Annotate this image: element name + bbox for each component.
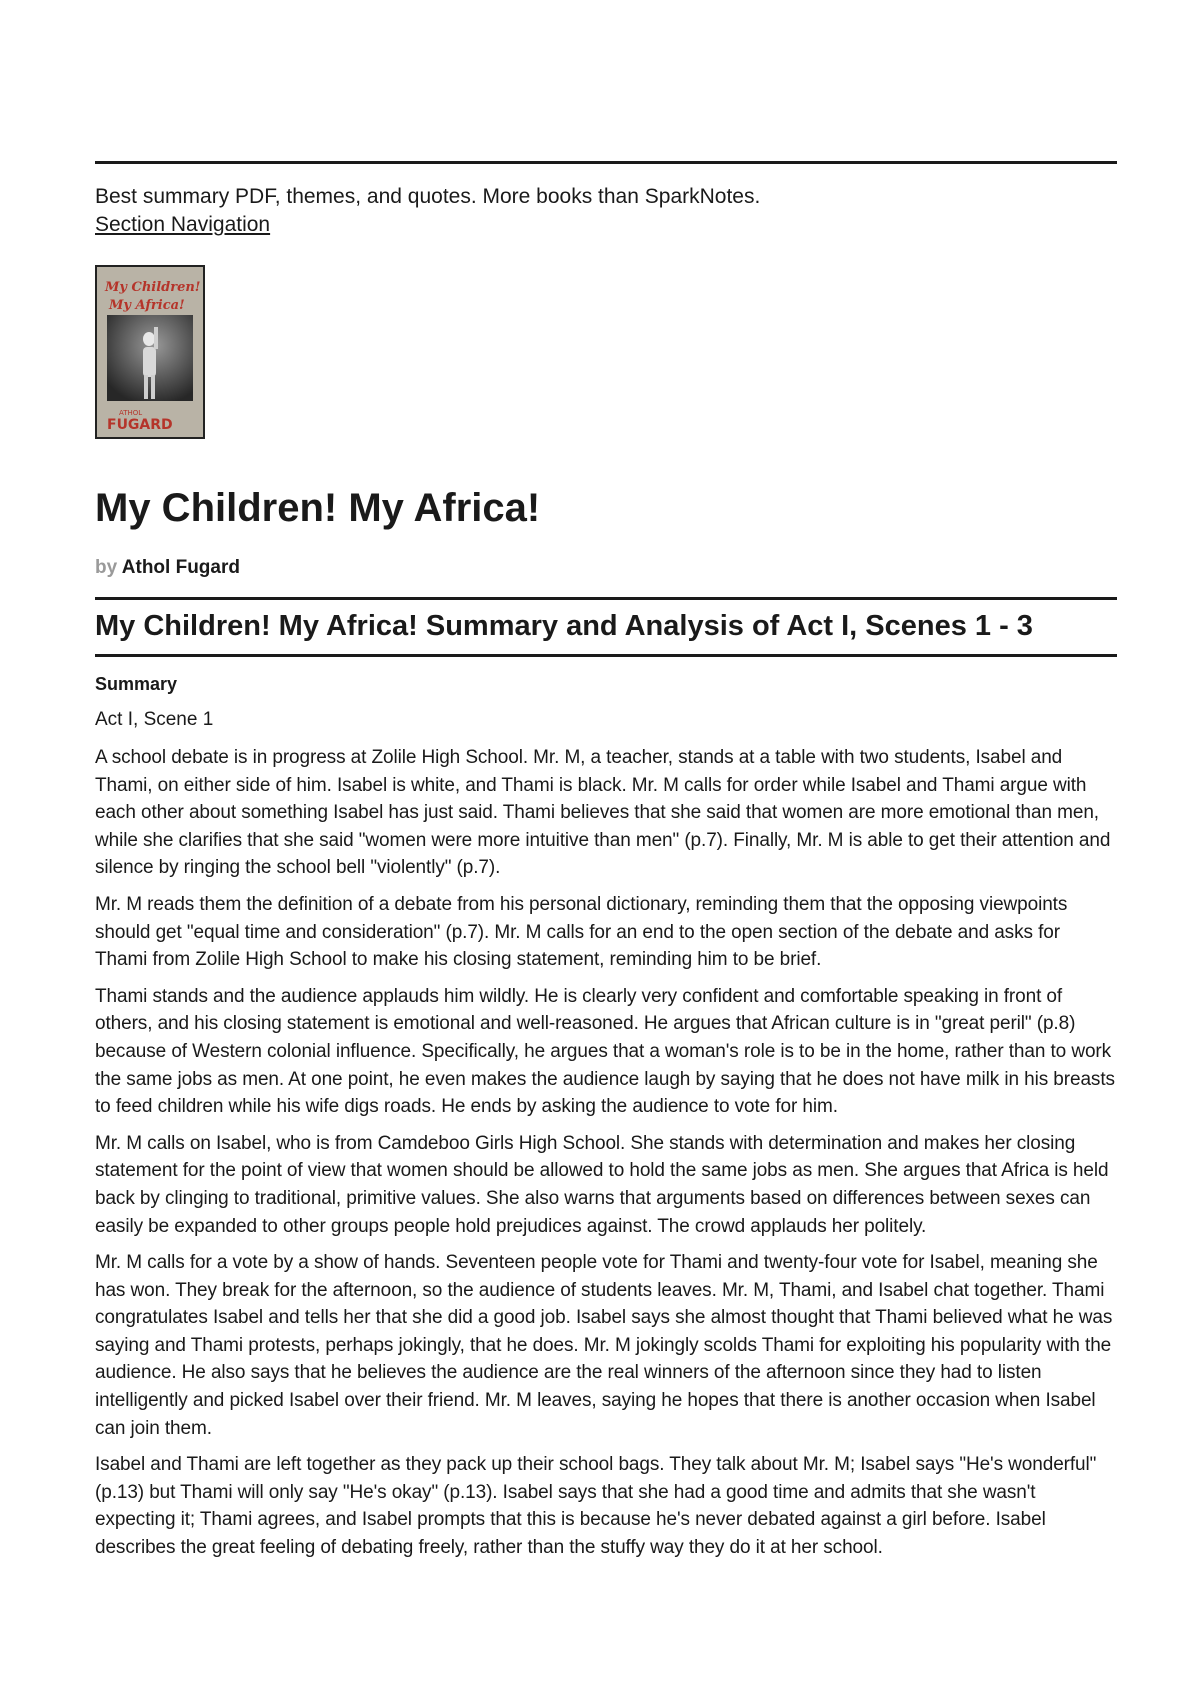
author-name: Athol Fugard <box>121 557 240 578</box>
book-title: My Children! My Africa! <box>95 486 541 530</box>
summary-heading: Summary <box>95 674 178 694</box>
section-title: My Children! My Africa! Summary and Analysis of Act I, Scenes 1 - 3 <box>95 610 1033 642</box>
cover-author-small: ATHOL <box>119 409 143 417</box>
byline <box>95 556 240 580</box>
paragraph: Isabel and Thami are left together as they pack up their school bags. They talk about Mr. M; Isabel says "He's wonderful" (p.13) but Thami will only say "He's okay" (p.13). Isabel says that she had a good time and admits that she wasn't expecting it; Thami agrees, and Isabel prompts that this is because he's never debated against a girl before. Isabel describes the great feeling of debating freely, rather than the stuffy way they do it at her school. <box>95 1454 1097 1559</box>
paragraph: Mr. M calls for a vote by a show of hands. Seventeen people vote for Thami and twenty-four vote for Isabel, meaning she has won. They break for the afternoon, so the audience of students leaves. Mr. M, Thami, and Isabel chat together. Thami congratulates Isabel and tells her that she did a good job. Isabel says she almost thought that Thami believed what he was saying and Thami protests, perhaps jokingly, that he does. Mr. M jokingly scolds Thami for exploiting his popularity with the audience. He also says that he believes the audience are the real winners of the afternoon since they had to listen intelligently and picked Isabel over their friend. Mr. M leaves, saying he hopes that there is another occasion when Isabel can join them. <box>95 1252 1113 1439</box>
paragraph: Mr. M calls on Isabel, who is from Camdeboo Girls High School. She stands with determination and makes her closing statement for the point of view that women should be allowed to hold the same jobs as men. She argues that Africa is held back by clinging to traditional, primitive values. She also warns that arguments based on differences between sexes can easily be expanded to other groups people hold prejudices against. The crowd applauds her politely. <box>95 1132 1109 1237</box>
section-divider-bottom <box>95 654 1117 657</box>
section-divider-top <box>95 597 1117 600</box>
scene-heading: Act I, Scene 1 <box>95 709 214 730</box>
paragraph: Mr. M reads them the definition of a debate from his personal dictionary, reminding them that the opposing viewpoints should get "equal time and consideration" (p.7). Mr. M calls for an end to the open section of the debate and asks for Thami from Zolile High School to make his closing statement, reminding him to be brief. <box>95 893 1068 971</box>
section-navigation-link[interactable]: Section Navigation <box>95 213 271 236</box>
byline-prefix: by <box>95 557 118 578</box>
paragraph: Thami stands and the audience applauds him wildly. He is clearly very confident and comfortable speaking in front of others, and his closing statement is emotional and well-reasoned. He argues that African culture is in "great peril" (p.8) because of Western colonial influence. Specifically, he argues that a woman's role is to be in the home, rather than to work the same jobs as men. At one point, he even makes the audience laugh by saying that he does not have milk in his breasts to feed children while his wife digs roads. He ends by asking the audience to vote for him. <box>95 985 1115 1118</box>
cover-author: FUGARD <box>107 417 173 433</box>
top-divider <box>95 161 1117 164</box>
cover-title-line-1: My Children! <box>105 280 201 295</box>
summary-body <box>95 744 1117 1571</box>
site-tagline: Best summary PDF, themes, and quotes. More books than SparkNotes. <box>95 185 761 208</box>
cover-title-line-2: My Africa! <box>109 298 185 313</box>
book-cover-image <box>95 265 205 439</box>
paragraph: A school debate is in progress at Zolile High School. Mr. M, a teacher, stands at a table with two students, Isabel and Thami, on either side of him. Isabel is white, and Thami is black. Mr. M calls for order while Isabel and Thami argue with each other about something Isabel has just said. Thami believes that she said that women are more emotional than men, while she clarifies that she said "women were more intuitive than men" (p.7). Finally, Mr. M is able to get their attention and silence by ringing the school bell "violently" (p.7). <box>95 747 1111 879</box>
